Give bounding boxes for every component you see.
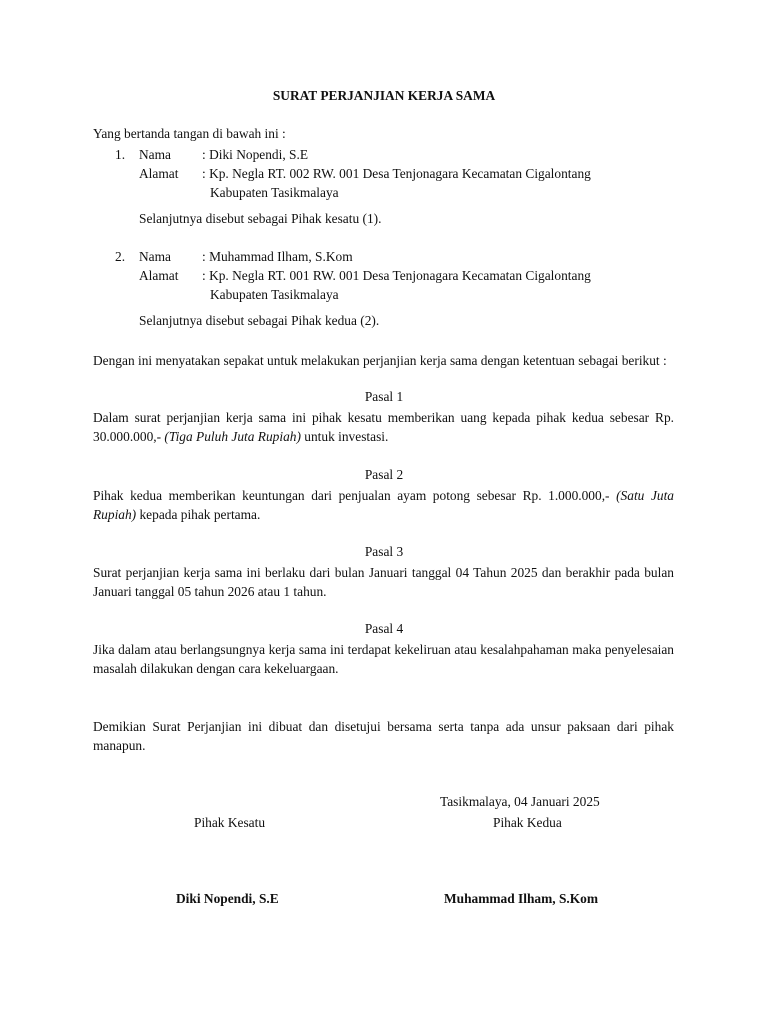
article-body: Surat perjanjian kerja sama ini berlaku dari bulan Januari tanggal 04 Tahun 2025 dan berakhir pada bulan Januari tanggal 05 tahun 2026 atau 1 tahun. <box>93 565 674 599</box>
address-label: Alamat <box>139 166 179 181</box>
article-text-italic: (Satu Juta Rupiah) <box>93 488 674 522</box>
article-heading: Pasal 4 <box>364 621 404 636</box>
address-line-2: Kabupaten Tasikmalaya <box>210 287 339 302</box>
name-label: Nama <box>139 249 171 264</box>
article-text-end: kepada pihak pertama. <box>136 507 261 522</box>
article-body <box>93 408 674 446</box>
party-1-signatory-name: Diki Nopendi, S.E <box>176 891 279 906</box>
party-2-signature-label: Pihak Kedua <box>493 815 562 830</box>
party-designation: Selanjutnya disebut sebagai Pihak kesatu (1). <box>139 211 382 226</box>
article-heading: Pasal 3 <box>364 544 404 559</box>
intro-text: Yang bertanda tangan di bawah ini : <box>93 126 286 141</box>
party-number: 1. <box>115 147 126 162</box>
place-date: Tasikmalaya, 04 Januari 2025 <box>440 794 600 809</box>
address-line-1: : Kp. Negla RT. 002 RW. 001 Desa Tenjonagara Kecamatan Cigalontang <box>202 166 591 181</box>
article-text-italic: (Tiga Puluh Juta Rupiah) <box>164 429 301 444</box>
article-body: Jika dalam atau berlangsungnya kerja sama ini terdapat kekeliruan atau kesalahpahaman maka penyelesaian masalah dilakukan dengan cara kekeluargaan. <box>93 642 674 676</box>
address-line-2: Kabupaten Tasikmalaya <box>210 185 339 200</box>
name-label: Nama <box>139 147 171 162</box>
article-heading: Pasal 1 <box>364 389 404 404</box>
agreement-intro: Dengan ini menyatakan sepakat untuk melakukan perjanjian kerja sama dengan ketentuan sebagai berikut : <box>93 353 667 368</box>
article-body <box>93 486 674 524</box>
name-value: : Diki Nopendi, S.E <box>202 147 309 162</box>
article-text: Dalam surat perjanjian kerja sama ini pihak kesatu memberikan uang kepada pihak kedua sebesar Rp. 30.000.000,- <box>93 410 674 444</box>
party-designation: Selanjutnya disebut sebagai Pihak kedua (2). <box>139 313 380 328</box>
party-number: 2. <box>115 249 126 264</box>
address-line-1: : Kp. Negla RT. 001 RW. 001 Desa Tenjonagara Kecamatan Cigalontang <box>202 268 591 283</box>
party-1-signature-label: Pihak Kesatu <box>194 815 266 830</box>
name-value: : Muhammad Ilham, S.Kom <box>202 249 353 264</box>
address-label: Alamat <box>139 268 179 283</box>
party-2-signatory-name: Muhammad Ilham, S.Kom <box>444 891 599 906</box>
article-text-end: untuk investasi. <box>300 429 389 444</box>
document-title: SURAT PERJANJIAN KERJA SAMA <box>272 88 496 103</box>
article-heading: Pasal 2 <box>364 467 404 482</box>
closing-statement: Demikian Surat Perjanjian ini dibuat dan disetujui bersama serta tanpa ada unsur paksaan dari pihak manapun. <box>93 719 674 753</box>
article-text: Pihak kedua memberikan keuntungan dari penjualan ayam potong sebesar Rp. 1.000.000,- <box>93 488 617 503</box>
